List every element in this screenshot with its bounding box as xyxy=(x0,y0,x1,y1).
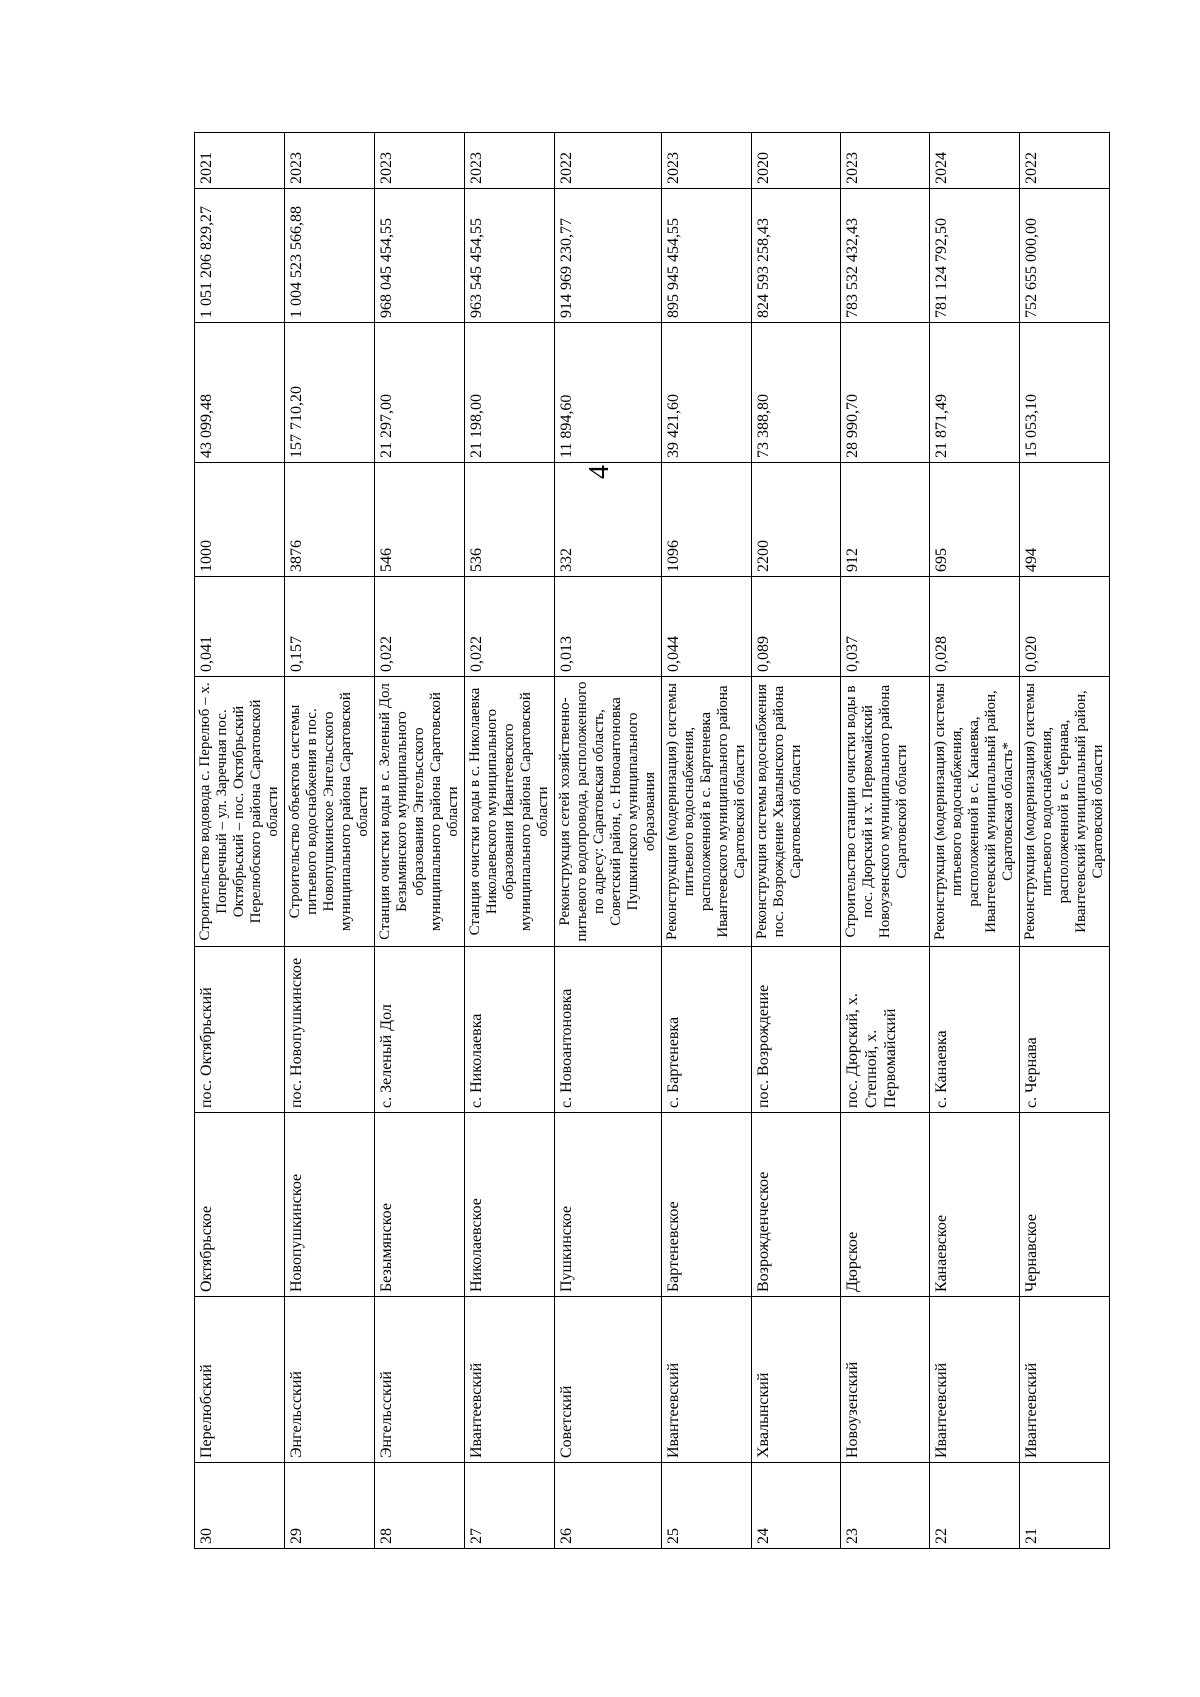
year-cell: 2021 xyxy=(195,133,285,189)
project-description-cell: Строительство станции очистки воды в пос. Дюрский и х. Первомайский Новоузенского муниципального района Саратовской области xyxy=(841,677,930,947)
table-row xyxy=(662,133,752,1549)
population-cell: 695 xyxy=(930,463,1020,577)
ratio-cell: 0,041 xyxy=(195,577,285,677)
population-cell: 494 xyxy=(1020,463,1110,577)
municipality-cell: Бартеневское xyxy=(662,1113,752,1297)
capacity-cell: 28 990,70 xyxy=(841,323,930,463)
district-cell: Ивантеевский xyxy=(1020,1297,1110,1463)
settlement-cell: пос. Дюрский, х. Степной, х. Первомайский xyxy=(841,947,930,1113)
year-cell: 2023 xyxy=(375,133,465,189)
population-cell: 332 xyxy=(555,463,662,577)
settlement-cell: с. Новоантоновка xyxy=(555,947,662,1113)
capacity-cell: 15 053,10 xyxy=(1020,323,1110,463)
capacity-cell: 43 099,48 xyxy=(195,323,285,463)
settlement-cell: с. Бартеневка xyxy=(662,947,752,1113)
cost-cell: 895 945 454,55 xyxy=(662,189,752,323)
year-cell: 2023 xyxy=(465,133,555,189)
settlement-cell: пос. Новопушкинское xyxy=(285,947,375,1113)
cost-cell: 914 969 230,77 xyxy=(555,189,662,323)
cost-cell: 968 045 454,55 xyxy=(375,189,465,323)
district-cell: Энгельсский xyxy=(375,1297,465,1463)
district-cell: Советский xyxy=(555,1297,662,1463)
settlement-cell: пос. Возрождение xyxy=(752,947,841,1113)
project-description-cell: Реконструкция (модернизация) системы питьевого водоснабжения, расположенной в с. Канаевка, Ивантеевский муниципальный район, Саратовская область* xyxy=(930,677,1020,947)
cost-cell: 752 655 000,00 xyxy=(1020,189,1110,323)
capacity-cell: 157 710,20 xyxy=(285,323,375,463)
ratio-cell: 0,037 xyxy=(841,577,930,677)
population-cell: 1000 xyxy=(195,463,285,577)
municipality-cell: Канаевское xyxy=(930,1113,1020,1297)
municipality-cell: Безымянское xyxy=(375,1113,465,1297)
municipality-cell: Чернавское xyxy=(1020,1113,1110,1297)
cost-cell: 781 124 792,50 xyxy=(930,189,1020,323)
projects-table xyxy=(194,132,1110,1549)
municipality-cell: Новопушкинское xyxy=(285,1113,375,1297)
year-cell: 2023 xyxy=(662,133,752,189)
settlement-cell: с. Николаевка xyxy=(465,947,555,1113)
project-description-cell: Реконструкция системы водоснабжения пос. Возрождение Хвалынского района Саратовской области xyxy=(752,677,841,947)
population-cell: 3876 xyxy=(285,463,375,577)
capacity-cell: 11 894,60 xyxy=(555,323,662,463)
settlement-cell: с. Зеленый Дол xyxy=(375,947,465,1113)
table-row xyxy=(1020,133,1110,1549)
municipality-cell: Пушкинское xyxy=(555,1113,662,1297)
cost-cell: 963 545 454,55 xyxy=(465,189,555,323)
population-cell: 2200 xyxy=(752,463,841,577)
ratio-cell: 0,044 xyxy=(662,577,752,677)
year-cell: 2022 xyxy=(555,133,662,189)
municipality-cell: Октябрьское xyxy=(195,1113,285,1297)
year-cell: 2023 xyxy=(841,133,930,189)
population-cell: 536 xyxy=(465,463,555,577)
row-number-cell: 21 xyxy=(1020,1463,1110,1549)
table-row xyxy=(555,133,662,1549)
row-number-cell: 29 xyxy=(285,1463,375,1549)
table-body xyxy=(195,133,1110,1549)
district-cell: Перелюбский xyxy=(195,1297,285,1463)
municipality-cell: Возрожденческое xyxy=(752,1113,841,1297)
district-cell: Энгельсский xyxy=(285,1297,375,1463)
project-description-cell: Реконструкция (модернизация) системы питьевого водоснабжения, расположенной в с. Бартеневка Ивантеевского муниципального района Саратовской области xyxy=(662,677,752,947)
district-cell: Новоузенский xyxy=(841,1297,930,1463)
district-cell: Хвалынский xyxy=(752,1297,841,1463)
capacity-cell: 21 297,00 xyxy=(375,323,465,463)
project-description-cell: Строительство объектов системы питьевого водоснабжения в пос. Новопушкинское Энгельсского муниципального района Саратовской области xyxy=(285,677,375,947)
district-cell: Ивантеевский xyxy=(930,1297,1020,1463)
capacity-cell: 21 198,00 xyxy=(465,323,555,463)
cost-cell: 824 593 258,43 xyxy=(752,189,841,323)
ratio-cell: 0,022 xyxy=(465,577,555,677)
table-row xyxy=(465,133,555,1549)
settlement-cell: с. Чернава xyxy=(1020,947,1110,1113)
project-description-cell: Строительство водовода с. Перелюб – х. Поперечный – ул. Заречная пос. Октябрьский – пос. Октябрьский Перелюбского района Саратовской области xyxy=(195,677,285,947)
capacity-cell: 73 388,80 xyxy=(752,323,841,463)
row-number-cell: 30 xyxy=(195,1463,285,1549)
project-description-cell: Станция очистки воды в с. Зеленый Дол Безымянского муниципального образования Энгельсского муниципального района Саратовской области xyxy=(375,677,465,947)
settlement-cell: с. Канаевка xyxy=(930,947,1020,1113)
table-row xyxy=(930,133,1020,1549)
row-number-cell: 27 xyxy=(465,1463,555,1549)
table-row xyxy=(752,133,841,1549)
table-row xyxy=(375,133,465,1549)
row-number-cell: 24 xyxy=(752,1463,841,1549)
project-description-cell: Реконструкция сетей хозяйственно-питьевого водопровода, расположенного по адресу: Саратовская область, Советский район, с. Новоантоновка Пушкинского муниципального образования xyxy=(555,677,662,947)
population-cell: 912 xyxy=(841,463,930,577)
project-description-cell: Реконструкция (модернизация) системы питьевого водоснабжения, расположенной в с. Чернава, Ивантеевский муниципальный район, Саратовской области xyxy=(1020,677,1110,947)
row-number-cell: 25 xyxy=(662,1463,752,1549)
year-cell: 2023 xyxy=(285,133,375,189)
year-cell: 2020 xyxy=(752,133,841,189)
table-row xyxy=(841,133,930,1549)
capacity-cell: 39 421,60 xyxy=(662,323,752,463)
table-container xyxy=(194,133,1106,1549)
ratio-cell: 0,028 xyxy=(930,577,1020,677)
cost-cell: 1 051 206 829,27 xyxy=(195,189,285,323)
cost-cell: 1 004 523 566,88 xyxy=(285,189,375,323)
ratio-cell: 0,013 xyxy=(555,577,662,677)
district-cell: Ивантеевский xyxy=(465,1297,555,1463)
ratio-cell: 0,157 xyxy=(285,577,375,677)
municipality-cell: Дюрское xyxy=(841,1113,930,1297)
year-cell: 2024 xyxy=(930,133,1020,189)
table-row xyxy=(285,133,375,1549)
ratio-cell: 0,020 xyxy=(1020,577,1110,677)
population-cell: 1096 xyxy=(662,463,752,577)
ratio-cell: 0,022 xyxy=(375,577,465,677)
ratio-cell: 0,089 xyxy=(752,577,841,677)
settlement-cell: пос. Октябрьский xyxy=(195,947,285,1113)
district-cell: Ивантеевский xyxy=(662,1297,752,1463)
capacity-cell: 21 871,49 xyxy=(930,323,1020,463)
row-number-cell: 28 xyxy=(375,1463,465,1549)
table-row xyxy=(195,133,285,1549)
municipality-cell: Николаевское xyxy=(465,1113,555,1297)
project-description-cell: Станция очистки воды в с. Николаевка Николаевского муниципального образования Ивантеевского муниципального района Саратовской области xyxy=(465,677,555,947)
row-number-cell: 22 xyxy=(930,1463,1020,1549)
cost-cell: 783 532 432,43 xyxy=(841,189,930,323)
population-cell: 546 xyxy=(375,463,465,577)
row-number-cell: 23 xyxy=(841,1463,930,1549)
page-number: 4 xyxy=(584,465,615,479)
row-number-cell: 26 xyxy=(555,1463,662,1549)
year-cell: 2022 xyxy=(1020,133,1110,189)
